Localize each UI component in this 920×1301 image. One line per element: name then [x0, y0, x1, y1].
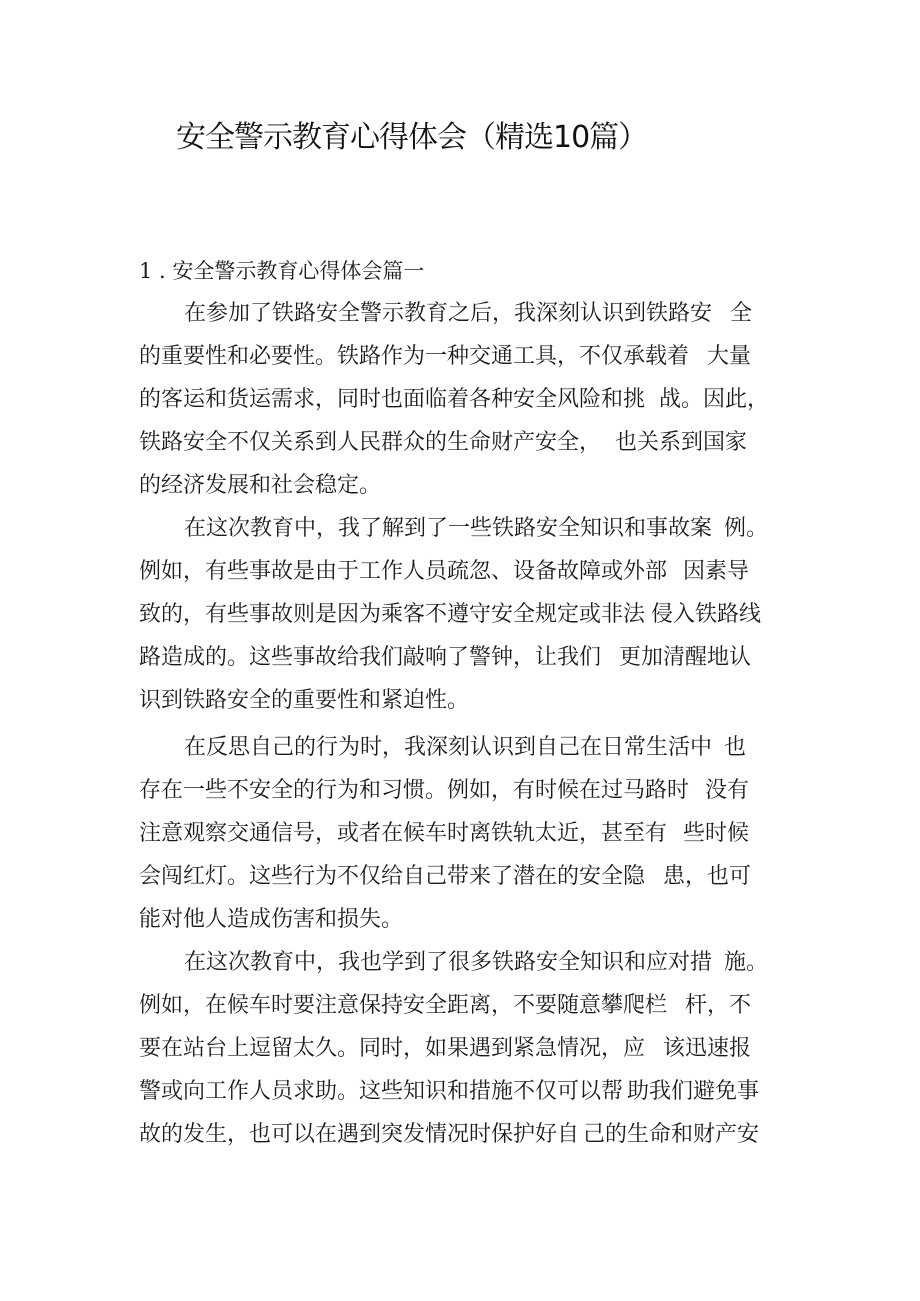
text-line: 警或向工作人员求助。这些知识和措施不仅可以帮 助我们避免事	[139, 1079, 760, 1104]
text-line: 故的发生，也可以在遇到突发情况时保护好自 己的生命和财产安	[139, 1122, 760, 1147]
text-line: 在这次教育中，我也学到了很多铁路安全知识和应对措 施。	[184, 950, 769, 975]
text-line: 能对他人造成伤害和损失。	[139, 907, 404, 932]
document-title: 安全警示教育心得体会（精选10篇）	[176, 120, 648, 155]
section-heading: 1 . 安全警示教育心得体会篇一	[139, 259, 425, 283]
text-line: 的客运和货运需求，同时也面临着各种安全风险和挑 战。因此，	[139, 387, 770, 412]
text-line: 致的，有些事故则是因为乘客不遵守安全规定或非法 侵入铁路线	[139, 602, 762, 627]
text-line: 例如，有些事故是由于工作人员疏忽、设备故障或外部 因素导	[139, 559, 750, 584]
text-line: 注意观察交通信号，或者在候车时离铁轨太近，甚至有 些时候	[139, 821, 750, 846]
text-line: 的重要性和必要性。铁路作为一种交通工具，不仅承载着 大量	[139, 344, 752, 369]
text-line: 要在站台上逗留太久。同时，如果遇到紧急情况，应 该迅速报	[139, 1036, 752, 1061]
text-line: 路造成的。这些事故给我们敲响了警钟，让我们 更加清醒地认	[139, 645, 752, 670]
text-line: 例如，在候车时要注意保持安全距离，不要随意攀爬栏 杆，不	[139, 993, 752, 1018]
text-line: 在参加了铁路安全警示教育之后，我深刻认识到铁路安 全	[184, 301, 753, 326]
text-line: 的经济发展和社会稳定。	[139, 473, 382, 498]
text-line: 会闯红灯。这些行为不仅给自己带来了潜在的安全隐 患，也可	[139, 864, 752, 889]
text-line: 在反思自己的行为时，我深刻认识到自己在日常生活中 也	[184, 735, 747, 760]
text-line: 存在一些不安全的行为和习惯。例如，有时候在过马路时 没有	[139, 778, 750, 803]
text-line: 铁路安全不仅关系到人民群众的生命财产安全， 也关系到国家	[139, 430, 748, 455]
text-line: 在这次教育中，我了解到了一些铁路安全知识和事故案 例。	[184, 516, 769, 541]
text-line: 识到铁路安全的重要性和紧迫性。	[139, 688, 470, 713]
